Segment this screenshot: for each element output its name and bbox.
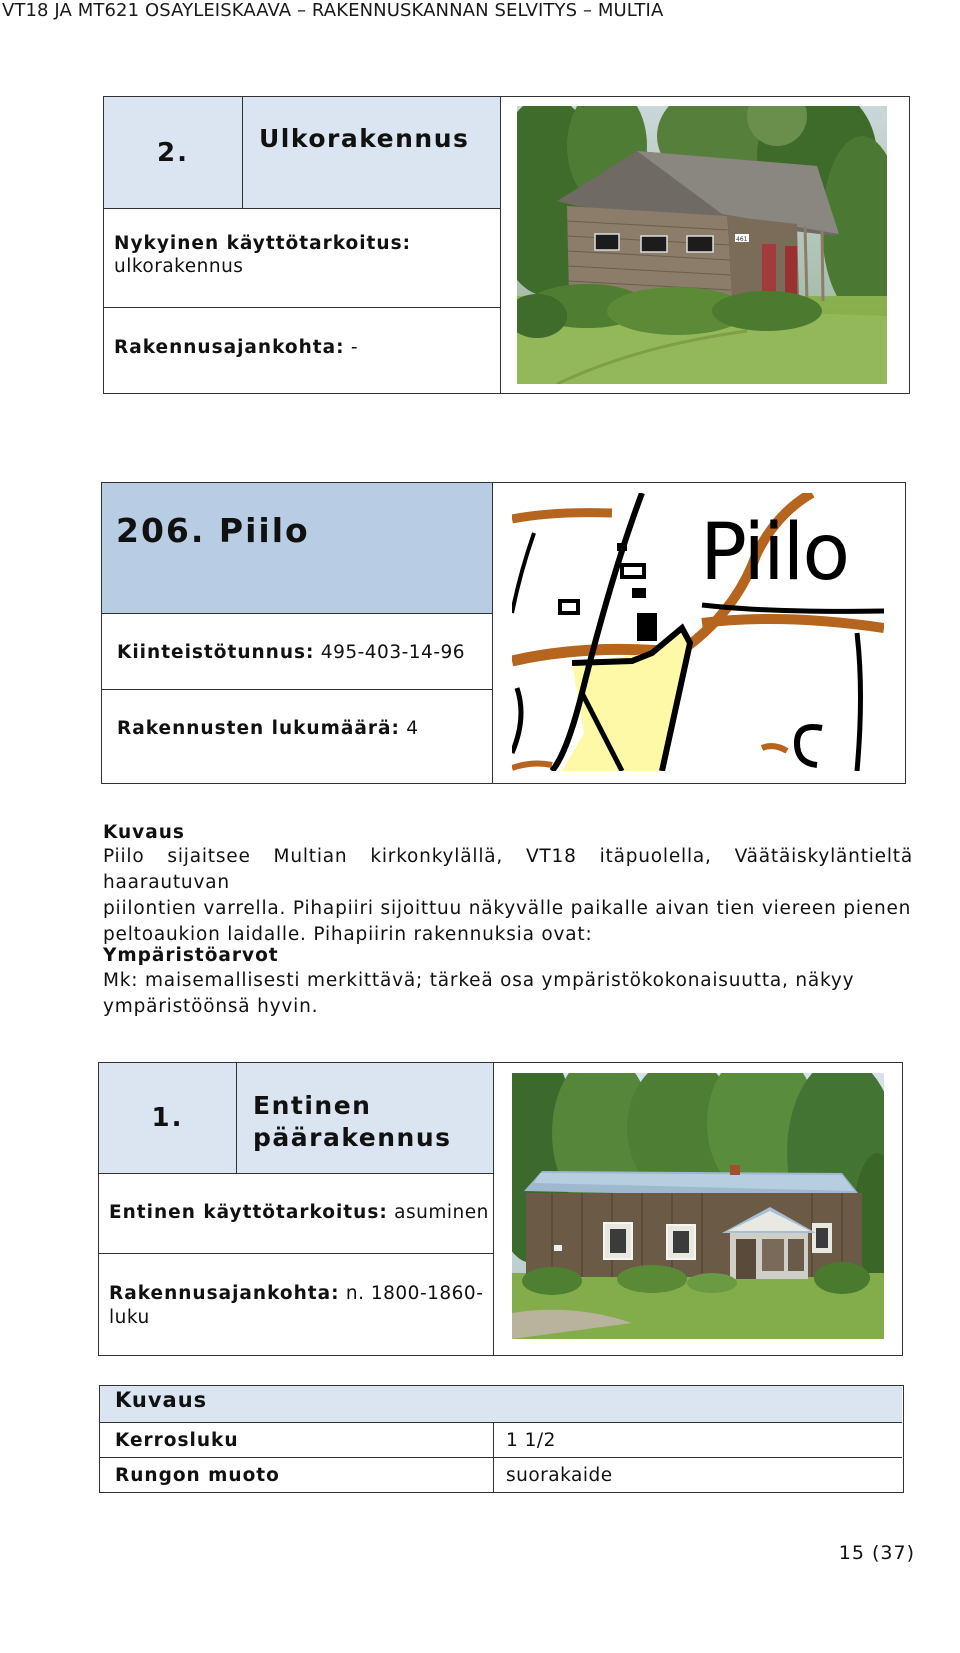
environment-line: ympäristöönsä hyvin. — [103, 996, 319, 1017]
property-map — [512, 493, 884, 771]
details-table-row — [100, 1422, 902, 1457]
property-title: 206. Piilo — [116, 511, 310, 550]
property-id-label: Kiinteistötunnus: — [117, 642, 315, 663]
building-1-use-value: asuminen — [387, 1202, 489, 1223]
floors-label: Kerrosluku — [115, 1430, 239, 1451]
map-place-label: Piilo — [700, 508, 849, 598]
property-card — [101, 482, 906, 784]
building-2-date-value: - — [344, 337, 359, 358]
description-section — [103, 822, 913, 948]
building-2-number: 2. — [157, 137, 189, 168]
description-text — [103, 844, 913, 948]
building-2-use-row — [104, 208, 500, 307]
property-count-value: 4 — [399, 718, 419, 739]
environment-heading: Ympäristöarvot — [103, 945, 279, 966]
description-line: piilontien varrella. Pihapiiri sijoittuu näkyvälle paikalle aivan tien viereen pienen — [103, 898, 912, 919]
details-table-row — [100, 1457, 902, 1492]
property-title-cell — [102, 483, 492, 613]
details-table-heading: Kuvaus — [115, 1388, 208, 1412]
description-line: Piilo sijaitsee Multian kirkonkylällä, VT18 itäpuolella, Väätäiskyläntieltä haarautuvan — [103, 846, 913, 893]
property-count-row — [102, 689, 492, 783]
building-1-date-value: n. 1800-1860- — [339, 1283, 484, 1304]
building-1-use-label: Entinen käyttötarkoitus: — [109, 1202, 388, 1223]
page-number: 15 (37) — [838, 1542, 915, 1564]
details-table-value-cell — [493, 1423, 902, 1457]
building-1-date-row — [99, 1253, 493, 1355]
details-table-header — [100, 1386, 902, 1422]
building-1-number-cell — [99, 1063, 236, 1173]
building-2-title-cell — [242, 97, 500, 208]
property-count-label: Rakennusten lukumäärä: — [117, 718, 400, 739]
property-id-value: 495-403-14-96 — [314, 642, 466, 663]
building-1-title-line2: päärakennus — [253, 1123, 452, 1152]
building-2-photo-cell — [500, 97, 909, 393]
main-building-photo — [512, 1073, 884, 1339]
property-map-cell — [492, 483, 905, 783]
building-2-date-label: Rakennusajankohta: — [114, 337, 345, 358]
building-1-photo-cell — [493, 1063, 902, 1355]
page-header: VT18 JA MT621 OSAYLEISKAAVA – RAKENNUSKANNAN SELVITYS – MULTIA — [2, 0, 664, 21]
environment-line: Mk: maisemallisesti merkittävä; tärkeä osa ympäristökokonaisuutta, näkyy — [103, 970, 855, 991]
building-1-card — [98, 1062, 903, 1356]
description-line: peltoaukion laidalle. Pihapiirin rakennuksia ovat: — [103, 924, 593, 945]
building-1-title-line1: Entinen — [253, 1091, 372, 1120]
building-1-use-row — [99, 1173, 493, 1253]
shed-photo — [517, 106, 887, 384]
building-1-title-cell — [236, 1063, 493, 1173]
environment-section — [103, 944, 913, 1020]
frame-shape-label: Rungon muoto — [115, 1465, 280, 1486]
building-1-date-label: Rakennusajankohta: — [109, 1283, 340, 1304]
property-id-row — [102, 613, 492, 689]
details-table-value-cell — [493, 1458, 902, 1493]
building-2-number-cell — [104, 97, 242, 208]
building-1-date-value-cont: luku — [109, 1307, 150, 1328]
floors-value: 1 1/2 — [506, 1430, 556, 1451]
building-2-use-value: ulkorakennus — [114, 256, 244, 277]
building-2-date-row — [104, 307, 500, 393]
frame-shape-value: suorakaide — [506, 1465, 613, 1486]
building-2-card — [103, 96, 910, 394]
details-table — [99, 1385, 904, 1493]
description-heading: Kuvaus — [103, 822, 185, 843]
building-2-use-label: Nykyinen käyttötarkoitus: — [114, 233, 411, 254]
building-1-number: 1. — [151, 1103, 184, 1133]
building-2-title: Ulkorakennus — [259, 124, 470, 153]
shed-sign-text: 461 — [736, 236, 748, 243]
